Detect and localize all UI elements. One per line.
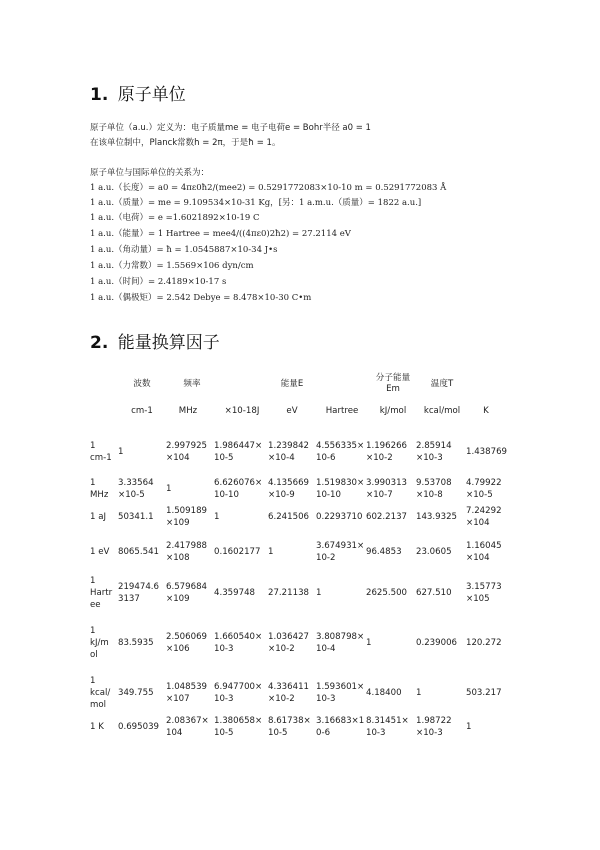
table-cell: 4.18400 [366,688,402,698]
relation-title: 原子单位与国际单位的关系为： [90,168,210,178]
table-cell: 7.24292 ×104 [466,506,502,528]
table-cell: 1 [268,547,274,557]
row-label-cell: 1 Hartr ee [90,576,113,610]
table-cell: 1.036427 ×10-2 [268,632,310,654]
table-cell: 1.048539 ×107 [166,682,208,704]
table-cell: 23.0605 [416,547,452,557]
table-cell: 3.15773 ×105 [466,582,502,604]
section1-heading [90,80,186,105]
table-cell: 50341.1 [118,512,154,522]
row-label-cell: 1 kJ/m ol [90,626,109,660]
table-cell: 1.16045 ×104 [466,541,502,563]
table-cell: 83.5935 [118,638,154,648]
table-cell: 9.53708 ×10-8 [416,478,452,500]
table-cell: 6.579684 ×109 [166,582,208,604]
table-cell: 1.660540× 10-3 [214,632,263,654]
table-cell: 1.380658× 10-5 [214,716,263,738]
relation-line: 1 a.u.（偶极矩）= 2.542 Debye = 8.478×10-30 C•m [90,293,312,303]
table-cell: 219474.6 3137 [118,582,160,604]
relation-line: 1 a.u.（时间）= 2.4189×10-17 s [90,277,227,287]
row-label-cell: 1 cm-1 [90,441,112,463]
table-cell: 3.990313 ×10-7 [366,478,408,500]
row-label-cell: 1 K [90,722,104,732]
table-cell: 4.79922 ×10-5 [466,478,502,500]
unit-header: K [483,406,489,416]
table-cell: 1.593601× 10-3 [316,682,365,704]
table-cell: 8.61738× 10-5 [268,716,311,738]
section2-title: 能量换算因子 [117,333,220,353]
relation-line: 1 a.u.（长度）= a0 = 4πε0ħ2/(mee2) = 0.5291772083×10-10 m = 0.5291772083 Å [90,183,447,193]
relation-line: 1 a.u.（电荷）= e =1.6021892×10-19 C [90,213,260,223]
row-label-cell: 1 kcal/ mol [90,676,111,710]
table-cell: 627.510 [416,588,452,598]
table-cell: 3.33564 ×10-5 [118,478,154,500]
table-cell: 1 [214,512,220,522]
table-cell: 2.08367× 104 [166,716,209,738]
table-cell: 8.31451× 10-3 [366,716,409,738]
section2-heading [90,328,220,353]
table-cell: 1 [416,688,422,698]
unit-header: ×10-18J [224,406,260,416]
table-cell: 27.21138 [268,588,310,598]
unit-header: kJ/mol [379,406,407,416]
table-cell: 0.695039 [118,722,160,732]
table-cell: 0.1602177 [214,547,261,557]
table-cell: 2625.500 [366,588,408,598]
section1-title: 原子单位 [117,85,186,105]
table-cell: 96.4853 [366,547,402,557]
table-cell: 6.241506 [268,512,310,522]
table-cell: 0.239006 [416,638,458,648]
unit-header: cm-1 [131,406,153,416]
table-cell: 1.519830× 10-10 [316,478,365,500]
table-cell: 0.2293710 [316,512,363,522]
row-label-cell: 1 MHz [90,478,109,500]
table-cell: 1.98722 ×10-3 [416,716,452,738]
table-cell: 1.438769 [466,447,508,457]
table-cell: 1 [118,447,124,457]
table-cell: 4.359748 [214,588,256,598]
table-cell: 503.217 [466,688,502,698]
table-cell: 2.997925 ×104 [166,441,208,463]
table-cell: 602.2137 [366,512,408,522]
relation-line: 1 a.u.（质量）= me = 9.109534×10-31 Kg，[另：1 a.m.u.（质量）= 1822 a.u.] [90,198,422,208]
table-cell: 6.947700× 10-3 [214,682,263,704]
table-cell: 4.135669 ×10-9 [268,478,310,500]
table-cell: 2.506069 ×106 [166,632,208,654]
table-cell: 8065.541 [118,547,160,557]
table-cell: 2.85914 ×10-3 [416,441,452,463]
header-energy: 能量E [280,379,304,389]
row-label-cell: 1 aJ [90,512,106,522]
table-cell: 1.196266 ×10-2 [366,441,408,463]
header-molar-energy: 分子能量 Em [375,373,411,394]
table-cell: 1 [316,588,322,598]
header-temperature: 温度T [430,379,454,389]
table-cell: 3.16683×1 0-6 [316,716,365,738]
table-cell: 1.509189 ×109 [166,506,208,528]
table-cell: 3.808798× 10-4 [316,632,365,654]
unit-header: MHz [178,406,198,416]
intro-line-1: 原子单位（a.u.）定义为：电子质量me = 电子电荷e = Bohr半径 a0 = 1 [90,123,371,133]
unit-header: eV [286,406,298,416]
unit-header: Hartree [325,406,359,416]
section2-number: 2. [90,333,109,353]
table-cell: 4.336411 ×10-2 [268,682,310,704]
table-cell: 1 [466,722,472,732]
relation-line: 1 a.u.（力常数）= 1.5569×106 dyn/cm [90,261,254,271]
section1-number: 1. [90,85,109,105]
table-cell: 349.755 [118,688,154,698]
table-cell: 2.417988 ×108 [166,541,208,563]
row-label-cell: 1 eV [90,547,110,557]
header-frequency: 频率 [183,379,201,389]
table-cell: 4.556335× 10-6 [316,441,365,463]
table-cell: 1.986447× 10-5 [214,441,263,463]
unit-header: kcal/mol [423,406,461,416]
table-cell: 1 [166,484,172,494]
table-cell: 120.272 [466,638,502,648]
relation-line: 1 a.u.（能量）= 1 Hartree = mee4/((4πε0)2ħ2) = 27.2114 eV [90,229,351,239]
table-cell: 6.626076× 10-10 [214,478,263,500]
table-cell: 1.239842 ×10-4 [268,441,310,463]
table-cell: 143.9325 [416,512,458,522]
header-wavenumber: 波数 [133,379,151,389]
relation-line: 1 a.u.（角动量）= ħ = 1.0545887×10-34 J•s [90,245,278,255]
table-cell: 1 [366,638,372,648]
table-cell: 3.674931× 10-2 [316,541,365,563]
intro-line-2: 在该单位制中，Planck常数h = 2π，于是ħ = 1。 [90,138,281,148]
